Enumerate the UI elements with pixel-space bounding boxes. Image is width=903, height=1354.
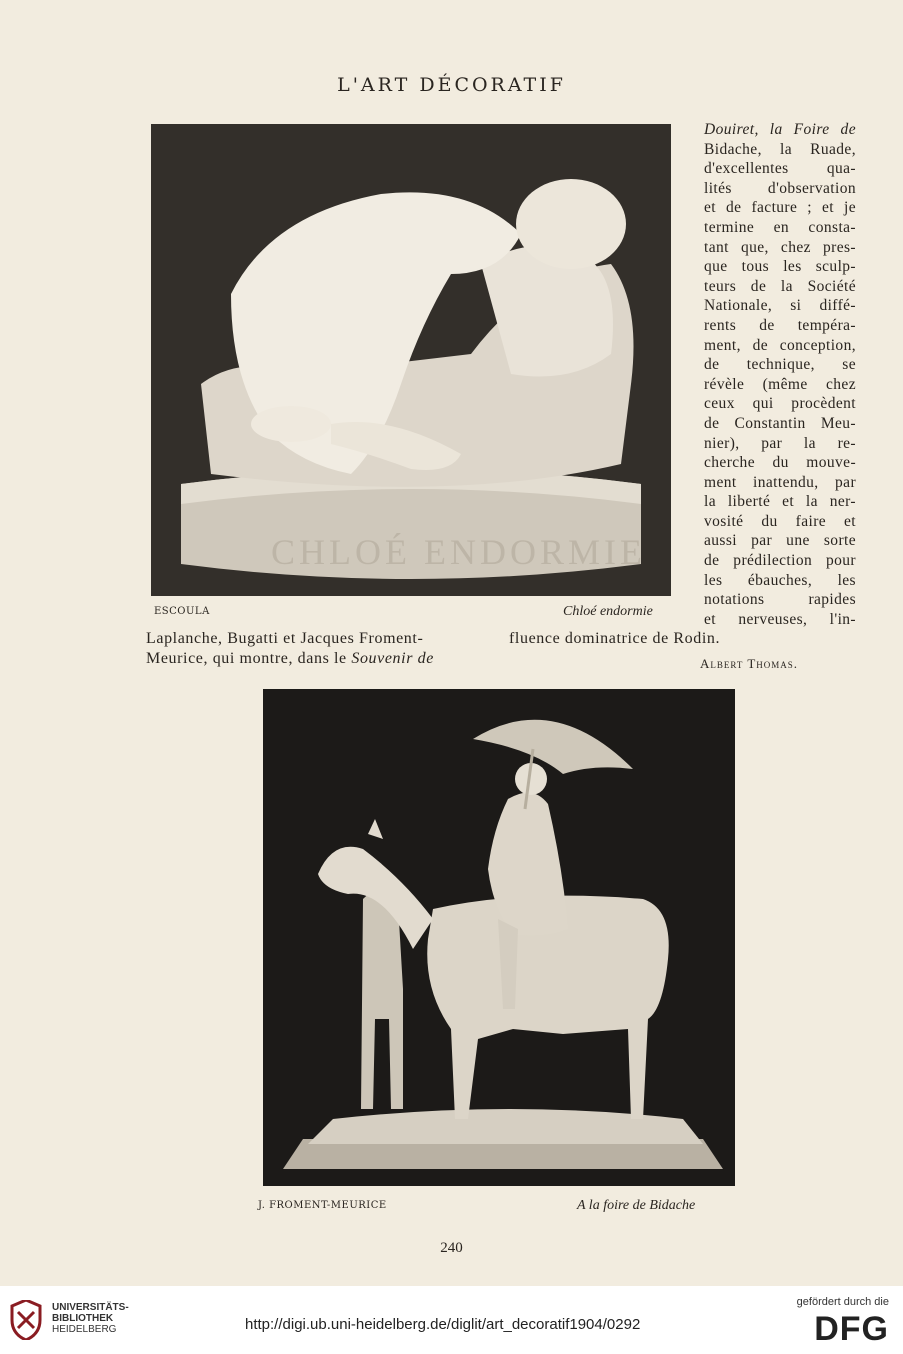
side-line: de technique, se (704, 356, 856, 374)
side-line: Nationale, si diffé- (704, 297, 856, 315)
page-number: 240 (440, 1240, 463, 1256)
body-text-line: fluence dominatrice de Rodin. (509, 630, 721, 647)
side-line: d'excellentes qua- (704, 160, 856, 178)
side-column-text (704, 120, 856, 629)
institution-name: UNIVERSITÄTS- BIBLIOTHEK HEIDELBERG (52, 1302, 129, 1335)
side-line: termine en consta- (704, 218, 856, 236)
digital-copy-link[interactable]: http://digi.ub.uni-heidelberg.de/diglit/art_decoratif1904/0292 (245, 1316, 641, 1333)
side-line: ment inattendu, par (704, 473, 856, 491)
side-line: ment, de conception, (704, 336, 856, 354)
sculpture-photo-bidache (263, 689, 735, 1186)
author-signature: Albert Thomas. (700, 656, 799, 671)
side-line: vosité du faire et (704, 512, 856, 530)
side-line: notations rapides (704, 591, 856, 609)
side-line: de Constantin Meu- (704, 414, 856, 432)
page-header: L'ART DÉCORATIF (337, 74, 566, 96)
side-line: révèle (même chez (704, 375, 856, 393)
figure2-title-caption: A la foire de Bidache (577, 1198, 696, 1213)
side-line: lités d'observation (704, 179, 856, 197)
side-line: Douiret, la Foire de (704, 121, 856, 138)
figure1-artist-caption: ESCOULA (154, 606, 210, 617)
figure1-title-caption: Chloé endormie (563, 604, 653, 619)
side-line: et nerveuses, l'in- (704, 610, 856, 628)
side-line: de prédilection pour (704, 552, 856, 570)
side-line: cherche du mouve- (704, 454, 856, 472)
sculpture-bidache-illustration (263, 689, 735, 1186)
body-text-line: Laplanche, Bugatti et Jacques Froment- (146, 630, 424, 647)
footer-bar (0, 1286, 903, 1354)
side-line: que tous les sculp- (704, 258, 856, 276)
body-text-line: Meurice, qui montre, dans le Souvenir de (146, 650, 434, 667)
sculpture-photo-chloe (151, 124, 671, 596)
side-line: tant que, chez pres- (704, 238, 856, 256)
university-library-logo-icon (8, 1300, 44, 1340)
side-line: ceux qui procèdent (704, 395, 856, 413)
funded-by-label: gefördert durch die (796, 1296, 889, 1308)
side-line: et de facture ; et je (704, 199, 856, 217)
side-line: nier), par la re- (704, 434, 856, 452)
base-inscription: CHLOÉ ENDORMIE (271, 532, 646, 572)
side-line: rents de tempéra- (704, 316, 856, 334)
figure2-artist-caption: J. FROMENT-MEURICE (258, 1200, 387, 1211)
dfg-logo: DFG (814, 1310, 889, 1348)
side-line: teurs de la Société (704, 277, 856, 295)
side-line: aussi par une sorte (704, 532, 856, 550)
side-line: les ébauches, les (704, 571, 856, 589)
side-line: Bidache, la Ruade, (704, 140, 856, 158)
sculpture-chloe-illustration (151, 124, 671, 596)
side-line: la liberté et la ner- (704, 493, 856, 511)
